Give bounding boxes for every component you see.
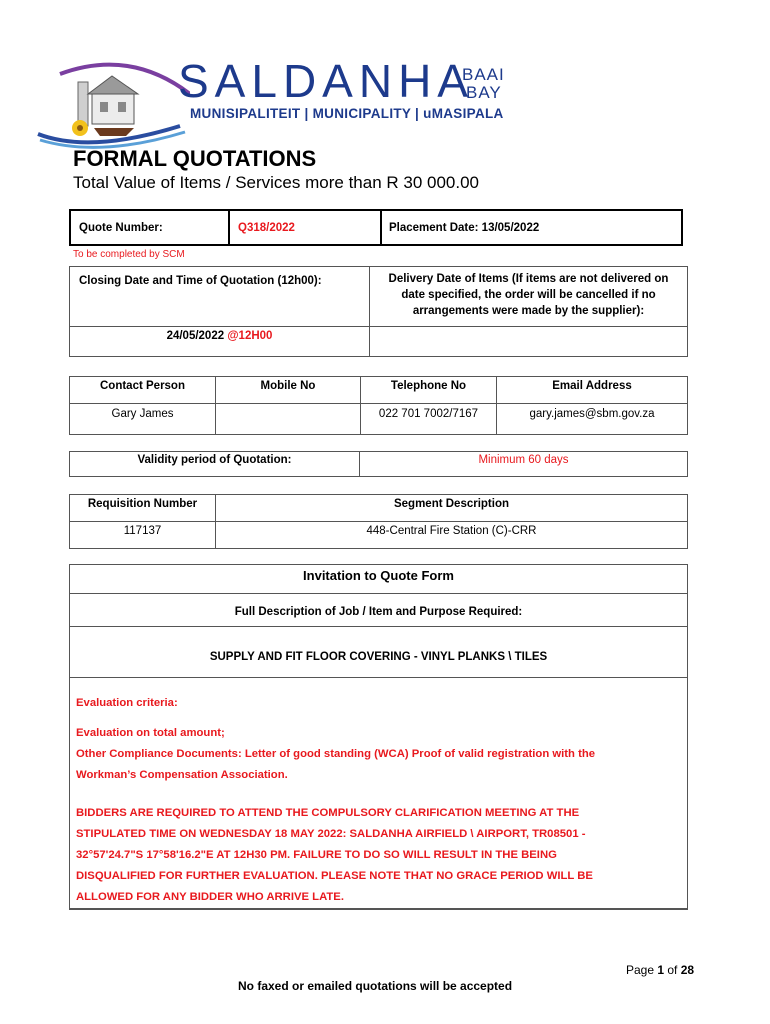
page-total: 28	[680, 963, 695, 977]
quote-number-value: Q318/2022	[229, 210, 381, 245]
delivery-label: Delivery Date of Items (If items are not delivered on date specified, the order will be cancelled if no arrangements were made by the supplier):	[370, 267, 688, 327]
page-prefix: Page	[626, 963, 658, 977]
invitation-heading: Invitation to Quote Form	[70, 565, 688, 594]
closing-label: Closing Date and Time of Quotation (12h00):	[70, 267, 370, 327]
invitation-table	[69, 564, 688, 910]
mobile-no-value	[216, 404, 361, 435]
quote-number-table	[69, 209, 683, 246]
scm-note: To be completed by SCM	[73, 249, 185, 260]
page-current: 1	[657, 963, 665, 977]
footer-note: No faxed or emailed quotations will be accepted	[238, 979, 513, 993]
contact-table	[69, 376, 688, 435]
eval-line-1: Evaluation on total amount;	[76, 727, 225, 739]
delivery-date-cell	[370, 327, 688, 357]
brand-subtitle: MUNISIPALITEIT | MUNICIPALITY | uMASIPALA	[190, 106, 504, 121]
quote-number-label: Quote Number:	[70, 210, 229, 245]
email-address-value: gary.james@sbm.gov.za	[497, 404, 688, 435]
brand-baai: BAAI	[462, 65, 505, 84]
header-contact-person: Contact Person	[70, 377, 216, 404]
header-requisition-number: Requisition Number	[70, 495, 216, 522]
validity-value: Minimum 60 days	[360, 452, 688, 477]
brand-bay: BAY	[466, 83, 502, 102]
header-telephone-no: Telephone No	[361, 377, 497, 404]
bidders-line-2: STIPULATED TIME ON WEDNESDAY 18 MAY 2022: SALDANHA AIRFIELD \ AIRPORT, TR08501 -	[76, 828, 586, 840]
closing-date-cell	[70, 327, 370, 357]
eval-heading: Evaluation criteria:	[76, 697, 178, 709]
page-number	[626, 963, 694, 977]
page-of: of	[664, 963, 681, 977]
closing-table	[69, 266, 688, 357]
bidders-line-4: DISQUALIFIED FOR FURTHER EVALUATION. PLEASE NOTE THAT NO GRACE PERIOD WILL BE	[76, 870, 593, 882]
bidders-line-1: BIDDERS ARE REQUIRED TO ATTEND THE COMPULSORY CLARIFICATION MEETING AT THE	[76, 807, 580, 819]
closing-date: 24/05/2022	[166, 330, 225, 342]
brand-name: SALDANHA	[178, 55, 474, 107]
contact-person-value: Gary James	[70, 404, 216, 435]
document-title: FORMAL QUOTATIONS	[73, 146, 317, 171]
header-email-address: Email Address	[497, 377, 688, 404]
validity-label: Validity period of Quotation:	[70, 452, 360, 477]
description-label: Full Description of Job / Item and Purpose Required:	[70, 594, 688, 627]
job-description: SUPPLY AND FIT FLOOR COVERING - VINYL PLANKS \ TILES	[70, 627, 688, 678]
bidders-line-5: ALLOWED FOR ANY BIDDER WHO ARRIVE LATE.	[76, 891, 344, 903]
eval-line-2: Other Compliance Documents: Letter of good standing (WCA) Proof of valid registration with the	[76, 748, 596, 760]
validity-table	[69, 451, 688, 477]
header-mobile-no: Mobile No	[216, 377, 361, 404]
closing-time: @12H00	[227, 330, 273, 342]
segment-description-value: 448-Central Fire Station (C)-CRR	[216, 522, 688, 549]
bidders-line-3: 32°57'24.7"S 17°58'16.2"E AT 12H30 PM. FAILURE TO DO SO WILL RESULT IN THE BEING	[76, 849, 557, 861]
requisition-table	[69, 494, 688, 549]
document-subtitle: Total Value of Items / Services more than R 30 000.00	[73, 173, 480, 192]
telephone-no-value: 022 701 7002/7167	[361, 404, 497, 435]
evaluation-section	[70, 678, 688, 910]
requisition-number-value: 117137	[70, 522, 216, 549]
header-segment-description: Segment Description	[216, 495, 688, 522]
placement-date: Placement Date: 13/05/2022	[381, 210, 682, 245]
eval-line-3: Workman’s Compensation Association.	[76, 769, 288, 781]
